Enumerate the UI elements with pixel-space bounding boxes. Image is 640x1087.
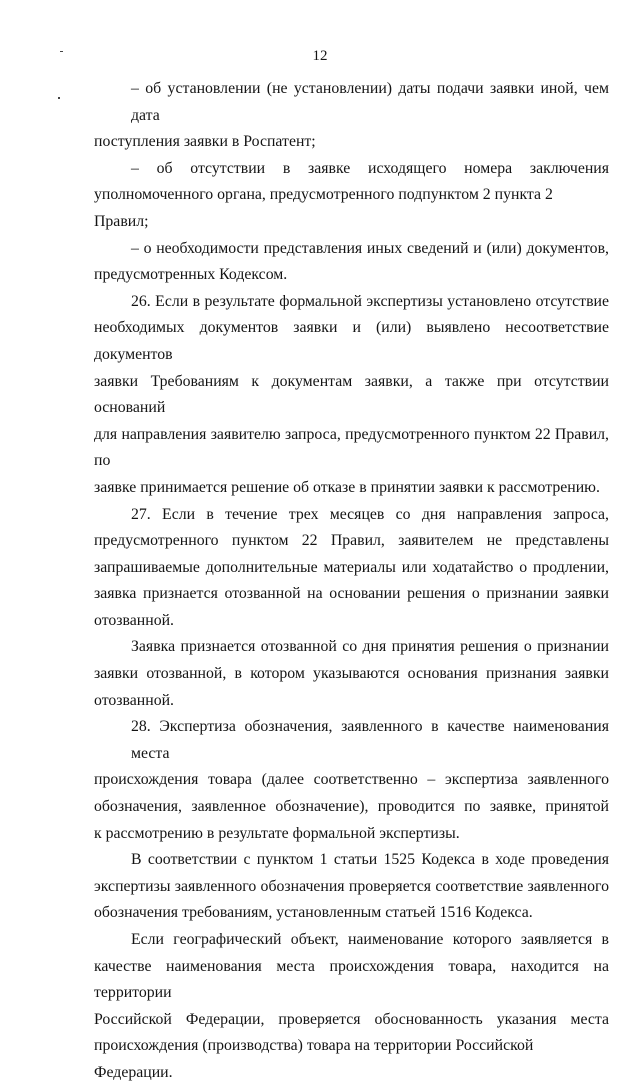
text-line: отозванной. bbox=[94, 611, 174, 629]
scan-mark bbox=[58, 97, 60, 99]
text-line: происхождения товара (далее соответственно – экспертиза заявленного bbox=[94, 771, 609, 789]
text-line: экспертизы заявленного обозначения проверяется соответствие заявленного bbox=[94, 877, 609, 895]
text-line: Заявка признается отозванной со дня принятия решения о признании bbox=[131, 638, 609, 656]
document-body bbox=[94, 76, 609, 1087]
text-line: Российской Федерации, проверяется обоснованность указания места bbox=[94, 1010, 609, 1028]
text-line: запрашиваемые дополнительные материалы или ходатайство о продлении, bbox=[94, 558, 609, 576]
text-line: 26. Если в результате формальной экспертизы установлено отсутствие bbox=[131, 292, 609, 310]
text-line: – о необходимости представления иных сведений и (или) документов, bbox=[131, 239, 609, 257]
text-line: отозванной. bbox=[94, 691, 174, 709]
text-line: заявке принимается решение об отказе в принятии заявки к рассмотрению. bbox=[94, 478, 600, 496]
text-line: для направления заявителю запроса, предусмотренного пунктом 22 Правил, по bbox=[94, 425, 609, 470]
text-line: заявки отозванной, в котором указываются основания признания заявки bbox=[94, 665, 609, 683]
text-line: В соответствии с пунктом 1 статьи 1525 Кодекса в ходе проведения bbox=[131, 851, 609, 869]
text-line: к рассмотрению в результате формальной экспертизы. bbox=[94, 824, 460, 842]
text-line: заявка признается отозванной на основании решения о признании заявки bbox=[94, 585, 609, 603]
text-line: обозначения требованиям, установленным статьей 1516 Кодекса. bbox=[94, 904, 533, 922]
text-line: уполномоченного органа, предусмотренного подпунктом 2 пункта 2 Правил; bbox=[94, 186, 553, 230]
text-line: – об установлении (не установлении) даты подачи заявки иной, чем дата bbox=[131, 80, 609, 124]
text-line: обозначения, заявленное обозначение), проводится по заявке, принятой bbox=[94, 798, 609, 816]
text-line: качестве наименования места происхождения товара, находится на территории bbox=[94, 957, 609, 1002]
text-line: происхождения (производства) товара на территории Российской Федерации. bbox=[94, 1037, 534, 1081]
page-number: 12 bbox=[312, 48, 328, 64]
text-line: – об отсутствии в заявке исходящего номера заключения bbox=[131, 159, 609, 177]
text-line: поступления заявки в Роспатент; bbox=[94, 133, 316, 151]
text-line: предусмотренных Кодексом. bbox=[94, 266, 288, 284]
text-line: 28. Экспертиза обозначения, заявленного в качестве наименования места bbox=[131, 718, 609, 762]
text-line: предусмотренного пунктом 22 Правил, заявителем не представлены bbox=[94, 532, 609, 550]
text-line: 27. Если в течение трех месяцев со дня направления запроса, bbox=[131, 505, 609, 523]
text-line: заявки Требованиям к документам заявки, а также при отсутствии оснований bbox=[94, 372, 609, 417]
text-line: необходимых документов заявки и (или) выявлено несоответствие документов bbox=[94, 319, 609, 363]
text-line: Если географический объект, наименование которого заявляется в bbox=[131, 931, 609, 948]
